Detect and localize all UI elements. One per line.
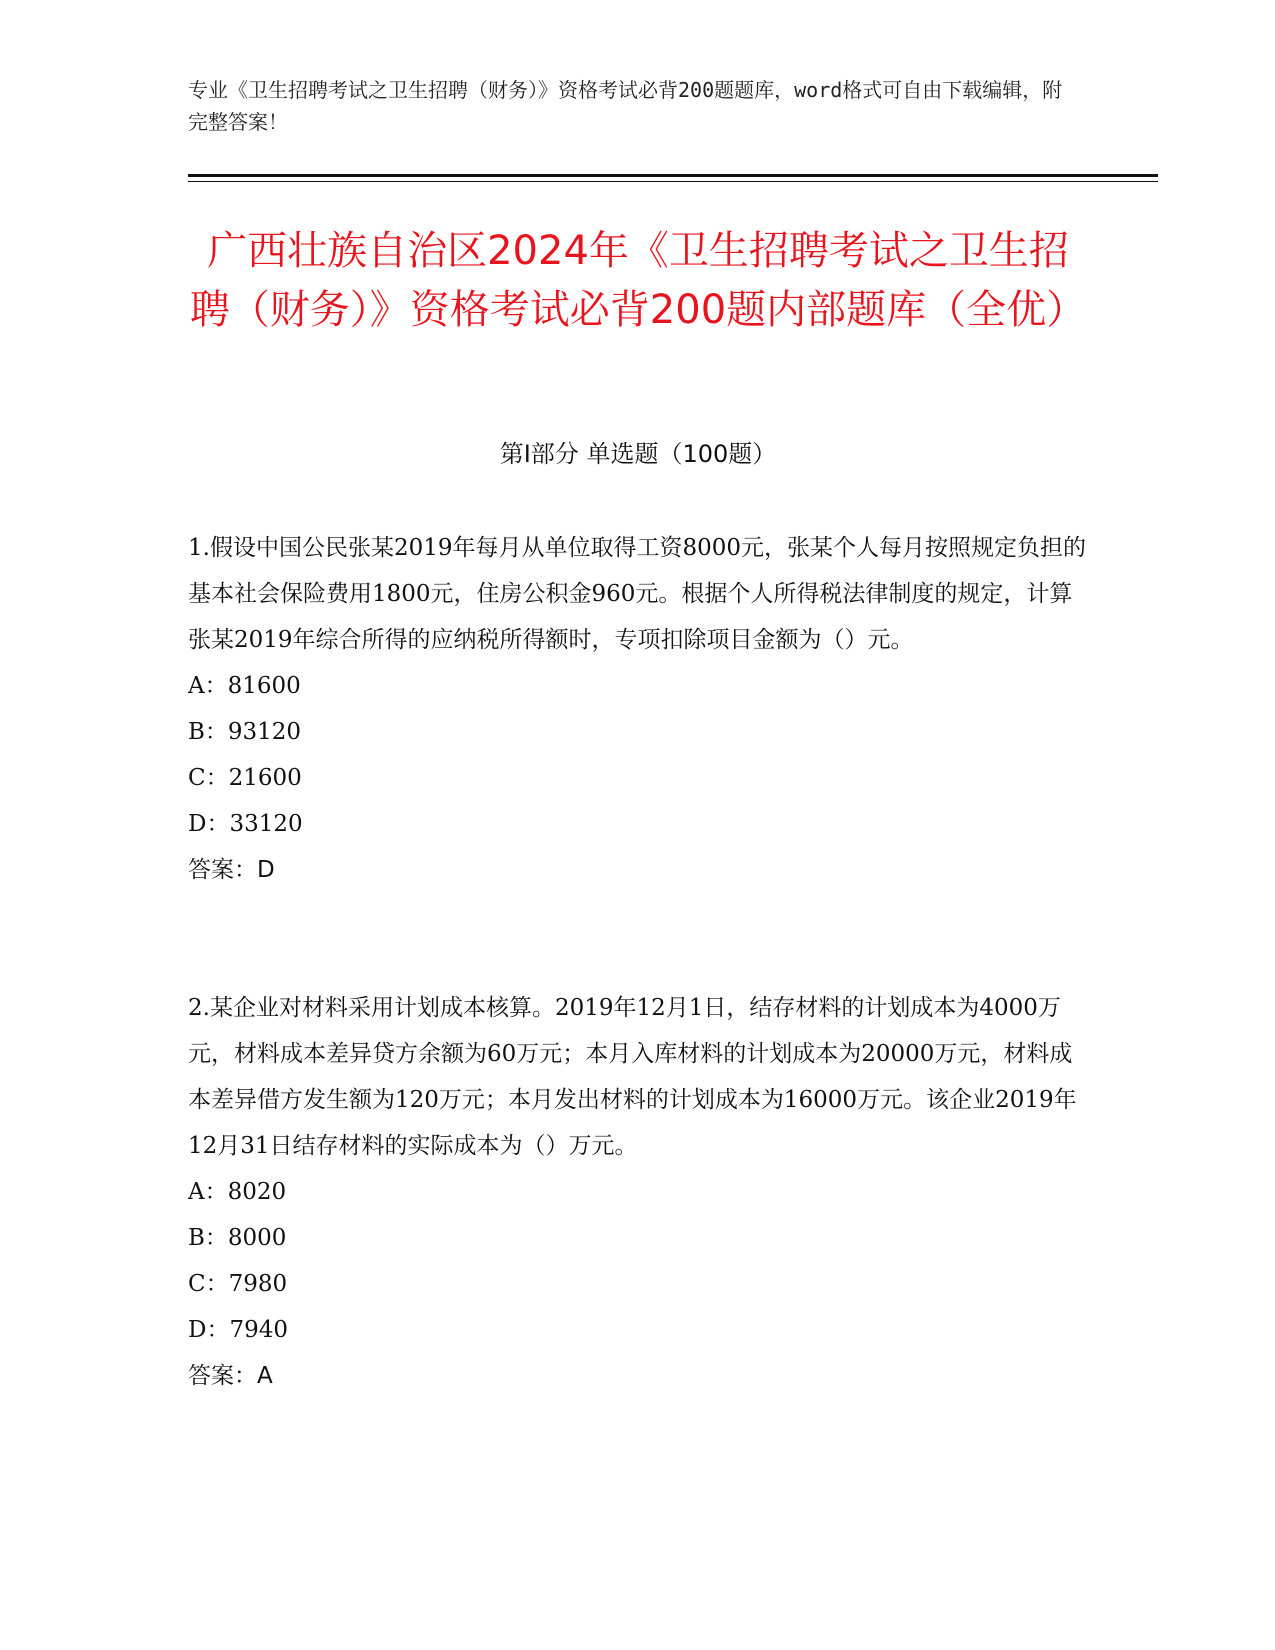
option-c: C：7980 <box>188 1271 288 1297</box>
answer-line: 答案：A <box>188 1363 273 1389</box>
option-d: D：33120 <box>188 811 303 837</box>
option-a: A：8020 <box>188 1179 287 1205</box>
header-divider-thick <box>188 174 1158 177</box>
answer-line: 答案：D <box>188 857 275 883</box>
header-divider-thin <box>188 181 1158 182</box>
question-2 <box>188 985 1088 1399</box>
document-title: 广西壮族自治区2024年《卫生招聘考试之卫生招聘（财务）》资格考试必背200题内部题库（全优） <box>189 228 1087 333</box>
question-stem: 2.某企业对材料采用计划成本核算。2019年12月1日，结存材料的计划成本为4000万元，材料成本差异贷方余额为60万元；本月入库材料的计划成本为20000万元，材料成本差异借方发生额为120万元；本月发出材料的计划成本为16000万元。该企业2019年12月31日结存材料的实际成本为（）万元。 <box>188 995 1077 1159</box>
option-d: D：7940 <box>188 1317 288 1343</box>
question-stem: 1.假设中国公民张某2019年每月从单位取得工资8000元，张某个人每月按照规定负担的基本社会保险费用1800元，住房公积金960元。根据个人所得税法律制度的规定，计算张某2019年综合所得的应纳税所得额时，专项扣除项目金额为（）元。 <box>188 535 1087 653</box>
header-note: 专业《卫生招聘考试之卫生招聘（财务）》资格考试必背200题题库，word格式可自由下载编辑，附完整答案！ <box>188 78 1063 134</box>
option-b: B：8000 <box>188 1225 287 1251</box>
option-c: C：21600 <box>188 765 302 791</box>
section-title: 第I部分 单选题（100题） <box>499 440 777 468</box>
question-1 <box>188 525 1088 893</box>
option-b: B：93120 <box>188 719 302 745</box>
option-a: A：81600 <box>188 673 301 699</box>
